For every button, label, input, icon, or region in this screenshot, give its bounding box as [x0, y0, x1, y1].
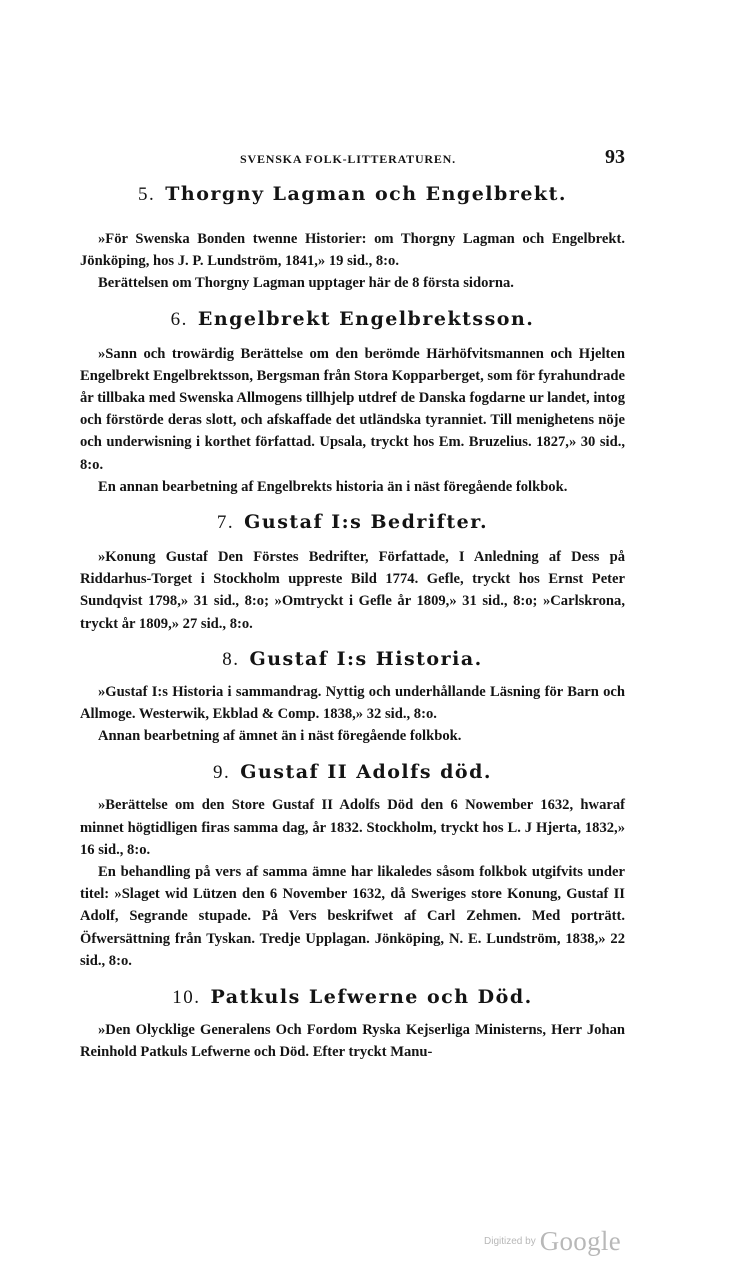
section-heading-5: [80, 183, 625, 206]
paragraph: »För Swenska Bonden twenne Historier: om Thorgny Lagman och Engelbrekt. Jönköping, hos J. P. Lundström, 1841,» 19 sid., 8:o.: [80, 231, 625, 270]
section-number: 7.: [216, 512, 235, 534]
section-number: 9.: [212, 762, 231, 784]
paragraph: »Berättelse om den Store Gustaf II Adolfs Död den 6 Nowember 1632, hwaraf minnet högtidligen firas samma dag, år 1832. Stockholm, tryckt hos L. J Hjerta, 1832,» 16 sid., 8:o.: [80, 797, 625, 858]
section-title: Engelbrekt Engelbrektsson.: [197, 307, 535, 330]
paragraph: Berättelsen om Thorgny Lagman upptager här de 8 första sidorna.: [98, 275, 514, 292]
running-title: SVENSKA FOLK-LITTERATUREN.: [240, 152, 456, 166]
section-heading-10: [80, 986, 625, 1009]
paragraph: »Gustaf I:s Historia i sammandrag. Nyttig och underhållande Läsning för Barn och Allmoge. Westerwik, Ekblad & Comp. 1838,» 32 sid., 8:o.: [80, 683, 625, 723]
section-title: Gustaf II Adolfs död.: [240, 761, 492, 784]
section-heading-9: [80, 761, 625, 784]
paragraph: »Konung Gustaf Den Förstes Bedrifter, Författade, I Anledning af Dess på Riddarhus-Torget i Stockholm uppreste Bild 1774. Gefle, tryckt hos Ernst Peter Sundqvist 1798,» 31 sid., 8:o; »Omtryckt i Gefle år 1809,» 31 sid., 8:o; »Carlskrona, tryckt år 1809,» 27 sid., 8:o.: [80, 549, 625, 632]
section-number: 10.: [172, 987, 201, 1009]
section-title: Gustaf I:s Bedrifter.: [244, 511, 489, 534]
section-title: Gustaf I:s Historia.: [249, 647, 483, 670]
paragraph: »Den Olycklige Generalens Och Fordom Ryska Kejserliga Ministerns, Herr Johan Reinhold Patkuls Lefwerne och Död. Efter tryckt Manu-: [80, 1022, 625, 1061]
section-heading-7: [80, 511, 625, 534]
section-number: 6.: [170, 308, 188, 330]
watermark-prefix: Digitized by: [484, 1236, 536, 1247]
paragraph: Annan bearbetning af ämnet än i näst föregående folkbok.: [98, 728, 462, 745]
digitized-watermark: [484, 1226, 621, 1257]
section-heading-6: [80, 308, 625, 331]
section-number: 8.: [222, 648, 240, 670]
page-number: 93: [605, 146, 625, 168]
section-title: Patkuls Lefwerne och Död.: [210, 986, 533, 1009]
paragraph: En annan bearbetning af Engelbrekts historia än i näst föregående folkbok.: [98, 478, 568, 495]
page-content: [80, 183, 625, 1063]
section-heading-8: [80, 648, 625, 671]
section-title: Thorgny Lagman och Engelbrekt.: [165, 183, 567, 205]
paragraph: En behandling på vers af samma ämne har likaledes såsom folkbok utgifvits under titel: »Slaget wid Lützen den 6 November 1632, då Sweriges store Konung, Gustaf II Adolf, Segrande stupade. På Vers beskrifwet af Carl Zehmen. Med porträtt. Öfwersättning från Tyskan. Tredje Upplagan. Jönköping, N. E. Lundström, 1838,» 22 sid., 8:o.: [80, 864, 625, 969]
watermark-logo: Google: [539, 1226, 621, 1256]
paragraph: »Sann och trowärdig Berättelse om den berömde Härhöfvitsmannen och Hjelten Engelbrekt Engelbrektsson, Bergsman från Stora Kopparberget, som för fyrahundrade år tillbaka med Swenska Allmogens tillhjelp utdref de Danska fogdarne ur landet, intog och förstörde deras slott, och afskaffade det utländska tyranniet. Till menighetens nöje och underwisning i korthet författad. Upsala, tryckt hos Em. Bruzelius. 1827,» 30 sid., 8:o.: [80, 345, 625, 473]
running-head: [80, 146, 625, 172]
section-number: 5.: [138, 184, 156, 205]
